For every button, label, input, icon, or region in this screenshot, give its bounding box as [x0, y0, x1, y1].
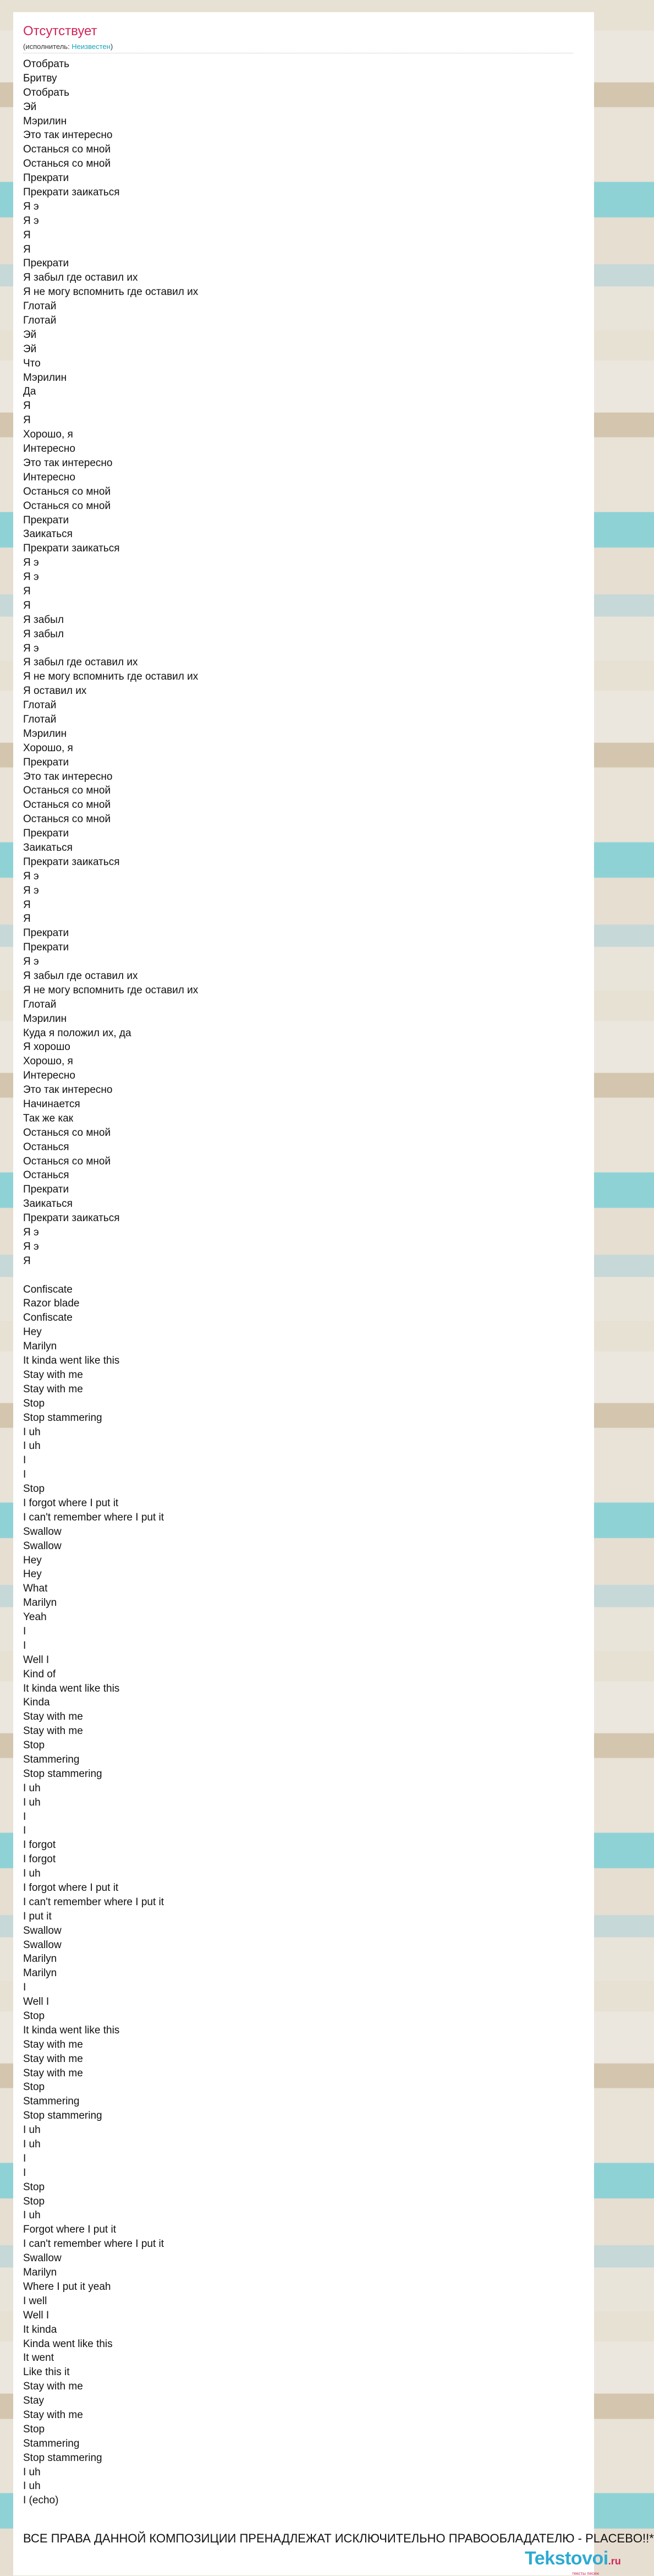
lyric-line: Я э: [23, 1227, 39, 1239]
lyric-line: Хорошо, я: [23, 429, 73, 441]
lyric-line: It kinda went like this: [23, 1682, 120, 1694]
lyric-line: I: [23, 2167, 26, 2179]
lyric-line: I uh: [23, 1868, 41, 1880]
lyric-line: Я э: [23, 571, 39, 583]
lyric-line: I uh: [23, 1782, 41, 1794]
lyric-line: Прекрати: [23, 172, 69, 184]
lyric-line: Stop: [23, 2423, 45, 2435]
lyric-line: Глотай: [23, 315, 57, 327]
lyric-line: Stay with me: [23, 1369, 83, 1381]
song-credit: [23, 42, 573, 52]
lyric-line: Я: [23, 229, 31, 241]
lyric-line: Hey: [23, 1554, 42, 1566]
lyric-line: Что: [23, 357, 41, 369]
lyric-line: Останься со мной: [23, 813, 111, 825]
lyric-line: It kinda went like this: [23, 2024, 120, 2036]
lyric-line: Yeah: [23, 1611, 47, 1623]
lyric-line: Stop: [23, 2081, 45, 2093]
lyric-line: Stop: [23, 1397, 45, 1409]
lyric-line: I uh: [23, 2480, 41, 2492]
lyric-line: Я э: [23, 557, 39, 569]
lyric-line: I can't remember where I put it: [23, 2238, 164, 2250]
lyric-line: I uh: [23, 1440, 41, 1452]
lyric-line: Stop: [23, 2181, 45, 2193]
lyric-line: I: [23, 1454, 26, 1467]
song-title: Отсутствует: [23, 24, 97, 39]
lyric-line: Well I: [23, 1996, 50, 2008]
lyric-line: Останься со мной: [23, 1126, 111, 1139]
lyric-line: Like this it: [23, 2366, 70, 2378]
lyric-line: Останься: [23, 1141, 69, 1153]
lyric-line: Прекрати: [23, 756, 69, 768]
lyric-line: I uh: [23, 2124, 41, 2136]
lyric-line: Прекрати заикаться: [23, 543, 120, 555]
lyric-line: Мэрилин: [23, 728, 67, 740]
lyric-line: Forgot where I put it: [23, 2224, 116, 2236]
lyric-line: Заикаться: [23, 841, 73, 854]
lyric-line: Stammering: [23, 2437, 80, 2449]
lyric-line: I can't remember where I put it: [23, 1511, 164, 1523]
lyric-line: It went: [23, 2352, 54, 2364]
page-sheet: [13, 12, 654, 2576]
lyric-line: Прекрати заикаться: [23, 856, 120, 868]
lyric-line: Stop: [23, 2010, 45, 2022]
lyric-line: Stop stammering: [23, 2452, 102, 2464]
credit-prefix: (исполнитель:: [23, 42, 72, 51]
lyric-line: Останься: [23, 1169, 69, 1182]
lyric-line: Это так интересно: [23, 1084, 113, 1096]
lyric-line: Razor blade: [23, 1298, 80, 1310]
lyric-line: I forgot: [23, 1853, 56, 1866]
lyric-line: Я не могу вспомнить где оставил их: [23, 286, 199, 298]
lyric-line: Я забыл: [23, 614, 64, 626]
lyric-line: Я э: [23, 642, 39, 654]
logo-main: Tekstovoi: [525, 2548, 608, 2569]
lyric-line: Swallow: [23, 1525, 62, 1538]
lyric-line: Интересно: [23, 471, 75, 483]
lyric-line: Я э: [23, 200, 39, 212]
lyric-line: Stay with me: [23, 1711, 83, 1723]
lyric-line: Прекрати: [23, 828, 69, 840]
lyric-line: Останься со мной: [23, 500, 111, 512]
lyric-line: [23, 1268, 590, 1283]
lyric-line: I uh: [23, 2466, 41, 2478]
lyric-line: Я: [23, 243, 31, 255]
lyric-line: Stop stammering: [23, 1768, 102, 1780]
lyric-line: Хорошо, я: [23, 1055, 73, 1068]
lyric-line: Я: [23, 585, 31, 597]
lyric-line: Куда я положил их, да: [23, 1027, 131, 1039]
lyric-line: Stop stammering: [23, 1412, 102, 1424]
lyric-line: Интересно: [23, 443, 75, 455]
lyric-line: Глотай: [23, 300, 57, 313]
song-header: [23, 23, 573, 53]
lyric-line: Так же как: [23, 1112, 74, 1124]
lyric-line: Я забыл где оставил их: [23, 657, 138, 669]
lyric-line: Глотай: [23, 713, 57, 725]
lyric-line: Я э: [23, 956, 39, 968]
lyric-line: Kinda went like this: [23, 2338, 113, 2350]
lyric-line: Прекрати: [23, 258, 69, 270]
lyric-line: I: [23, 1625, 26, 1637]
lyric-line: Stay: [23, 2395, 45, 2407]
lyric-line: I forgot where I put it: [23, 1497, 119, 1509]
lyric-line: Мэрилин: [23, 371, 67, 384]
lyric-line: Заикаться: [23, 1198, 73, 1210]
lyric-line: Отобрать: [23, 86, 70, 99]
lyric-line: I uh: [23, 2139, 41, 2151]
lyric-line: Останься со мной: [23, 158, 111, 170]
lyric-line: Stop stammering: [23, 2110, 102, 2122]
lyric-line: I: [23, 1639, 26, 1651]
lyric-line: Я забыл где оставил их: [23, 272, 138, 284]
lyric-line: Я забыл где оставил их: [23, 970, 138, 982]
lyric-line: Я э: [23, 884, 39, 896]
lyric-line: Я: [23, 1255, 31, 1267]
lyric-line: Я: [23, 599, 31, 611]
lyric-line: Я э: [23, 215, 39, 227]
lyric-line: Эй: [23, 329, 37, 341]
lyric-line: Stay with me: [23, 1725, 83, 1737]
lyric-line: Прекрати: [23, 942, 69, 954]
lyric-line: I: [23, 1811, 26, 1823]
lyric-line: Прекрати: [23, 514, 69, 526]
lyric-line: I uh: [23, 2209, 41, 2222]
lyric-line: Hey: [23, 1568, 42, 1580]
lyric-line: Marilyn: [23, 1597, 57, 1609]
lyric-line: Я не могу вспомнить где оставил их: [23, 984, 199, 996]
lyric-line: Swallow: [23, 1540, 62, 1552]
lyric-line: I uh: [23, 1426, 41, 1438]
lyric-line: Прекрати: [23, 1184, 69, 1196]
lyric-line: Я: [23, 899, 31, 911]
lyric-line: Confiscate: [23, 1283, 73, 1295]
lyric-line: Мэрилин: [23, 1013, 67, 1025]
copyright-notice: ВСЕ ПРАВА ДАННОЙ КОМПОЗИЦИИ ПРЕНАДЛЕЖАТ ИСКЛЮЧИТЕЛЬНО ПРАВООБЛАДАТЕЛЮ - PLACEBO!!*: [23, 2531, 654, 2545]
lyric-line: Hey: [23, 1326, 42, 1338]
lyric-line: Я э: [23, 1240, 39, 1253]
artist-link[interactable]: Неизвестен: [72, 42, 111, 51]
lyric-line: Это так интересно: [23, 129, 113, 141]
lyric-line: Останься со мной: [23, 144, 111, 156]
lyric-line: Я забыл: [23, 628, 64, 640]
lyric-line: Бритву: [23, 72, 57, 84]
logo-tld: .ru: [608, 2556, 621, 2567]
lyric-line: Я: [23, 913, 31, 925]
lyric-line: Marilyn: [23, 1341, 57, 1353]
lyric-line: I well: [23, 2295, 47, 2307]
site-logo[interactable]: [525, 2548, 621, 2576]
lyric-line: I forgot where I put it: [23, 1882, 119, 1894]
lyric-line: What: [23, 1583, 48, 1595]
credit-suffix: ): [110, 42, 113, 51]
lyric-line: Stay with me: [23, 2381, 83, 2393]
lyric-line: Stay with me: [23, 2409, 83, 2421]
lyric-line: Эй: [23, 343, 37, 355]
lyric-line: It kinda: [23, 2323, 57, 2336]
lyric-line: Останься со мной: [23, 1155, 111, 1167]
lyric-line: Swallow: [23, 1924, 62, 1937]
lyric-line: I can't remember where I put it: [23, 1896, 164, 1908]
lyric-line: Stay with me: [23, 1383, 83, 1395]
lyric-line: Stay with me: [23, 2038, 83, 2050]
lyric-line: Эй: [23, 101, 37, 113]
lyrics-text: [23, 57, 590, 2508]
lyric-line: Останься со мной: [23, 485, 111, 497]
lyric-line: Marilyn: [23, 1953, 57, 1965]
lyric-line: Я оставил их: [23, 685, 87, 697]
lyric-line: Marilyn: [23, 2267, 57, 2279]
lyric-line: Я не могу вспомнить где оставил их: [23, 671, 199, 683]
lyric-line: I: [23, 2152, 26, 2164]
lyric-line: Это так интересно: [23, 457, 113, 469]
lyric-line: Я э: [23, 870, 39, 882]
lyric-line: Stop: [23, 1740, 45, 1752]
lyric-line: I: [23, 1469, 26, 1481]
lyric-line: Прекрати: [23, 927, 69, 939]
lyric-line: Я хорошо: [23, 1041, 70, 1053]
lyric-line: Мэрилин: [23, 115, 67, 127]
lyric-line: Kinda: [23, 1697, 50, 1709]
lyric-line: Stay with me: [23, 2053, 83, 2065]
lyric-line: Where I put it yeah: [23, 2280, 111, 2293]
lyric-line: I forgot: [23, 1839, 56, 1851]
lyric-line: Well I: [23, 1654, 50, 1666]
lyric-line: Да: [23, 386, 36, 398]
lyric-line: Заикаться: [23, 528, 73, 540]
lyric-line: I: [23, 1982, 26, 1994]
lyric-line: Начинается: [23, 1098, 80, 1111]
lyric-line: Confiscate: [23, 1312, 73, 1324]
logo-tagline: тексты песен: [572, 2571, 599, 2576]
lyric-line: Прекрати заикаться: [23, 187, 120, 199]
lyric-line: Well I: [23, 2309, 50, 2321]
lyric-line: I (echo): [23, 2495, 59, 2507]
lyric-line: Stop: [23, 2195, 45, 2207]
lyric-line: Останься со мной: [23, 785, 111, 797]
lyric-line: I uh: [23, 1796, 41, 1808]
lyric-line: Это так интересно: [23, 770, 113, 783]
lyric-line: Я: [23, 414, 31, 426]
lyric-line: I put it: [23, 1910, 52, 1922]
lyric-line: Stop: [23, 1483, 45, 1495]
lyric-line: Останься со мной: [23, 799, 111, 811]
lyric-line: Я: [23, 400, 31, 412]
lyric-line: Глотай: [23, 998, 57, 1010]
lyric-line: Интересно: [23, 1070, 75, 1082]
lyric-line: Прекрати заикаться: [23, 1212, 120, 1224]
lyric-line: Хорошо, я: [23, 742, 73, 754]
lyric-line: Swallow: [23, 1939, 62, 1951]
lyric-line: It kinda went like this: [23, 1355, 120, 1367]
lyric-line: Глотай: [23, 699, 57, 712]
lyric-line: Kind of: [23, 1668, 56, 1680]
lyric-line: Swallow: [23, 2252, 62, 2265]
lyric-line: I: [23, 1825, 26, 1837]
lyric-line: Stammering: [23, 2096, 80, 2108]
lyric-line: Marilyn: [23, 1967, 57, 1979]
lyric-line: Stammering: [23, 1753, 80, 1765]
lyric-line: Отобрать: [23, 58, 70, 70]
lyric-line: Stay with me: [23, 2067, 83, 2079]
